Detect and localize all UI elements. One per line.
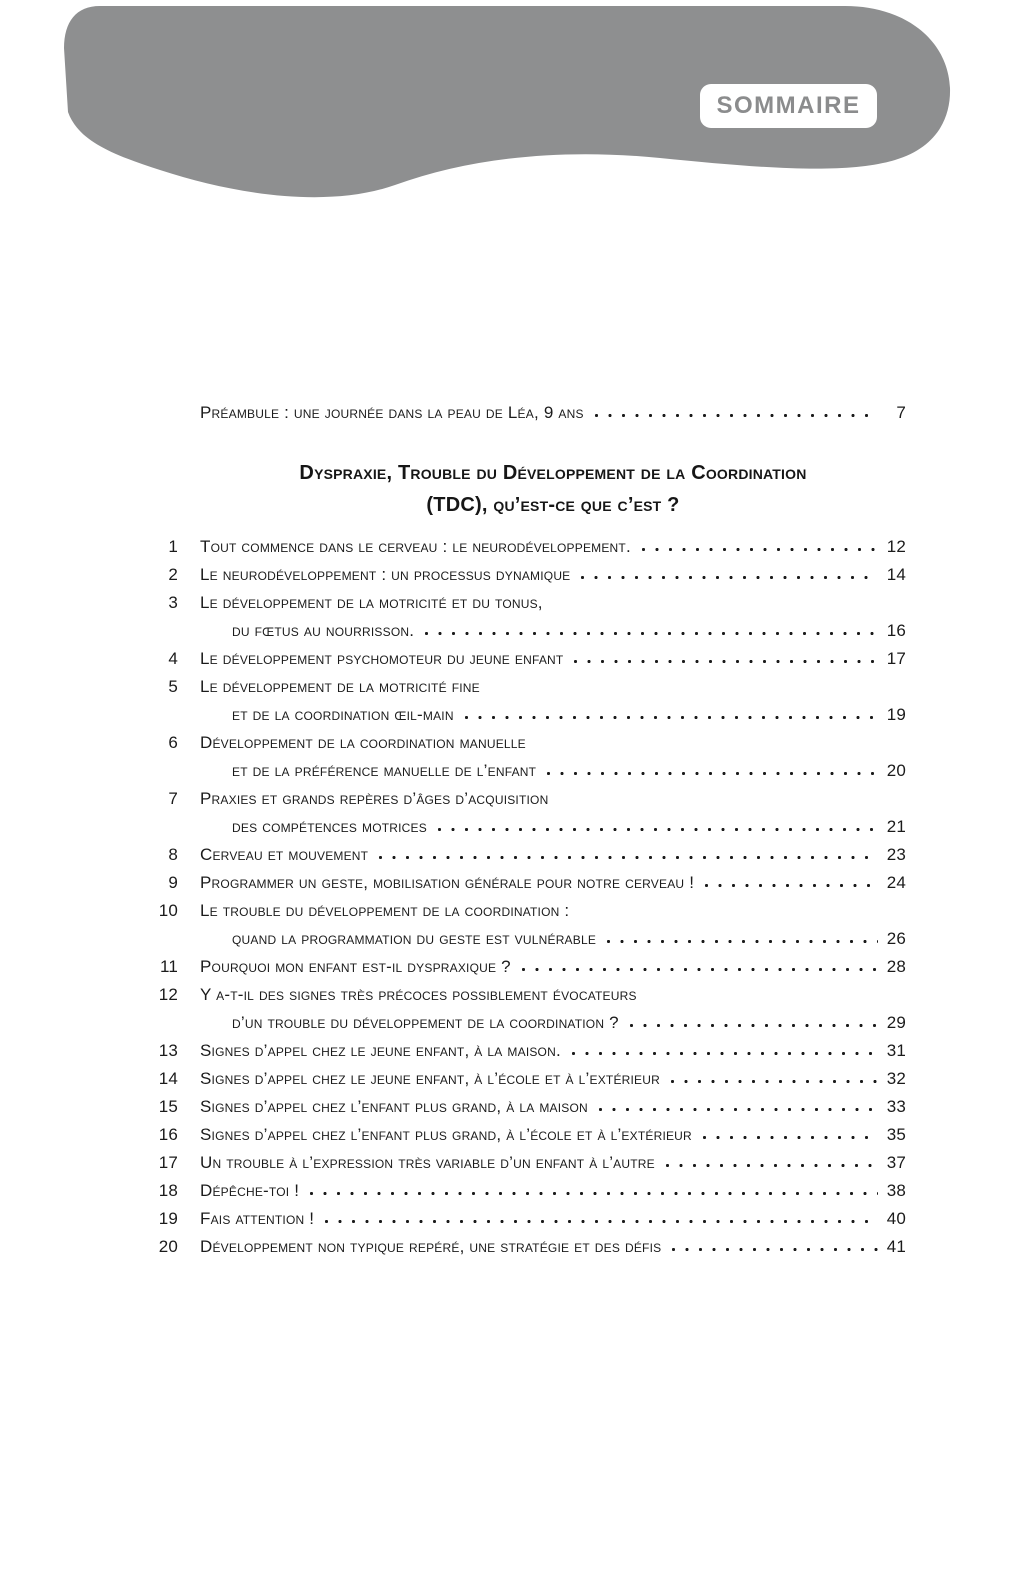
entry-title: Développement de la coordination manuelle — [200, 733, 526, 752]
dot-leader — [671, 1247, 878, 1252]
toc-entry-line — [148, 617, 906, 645]
entry-title: Le développement de la motricité fine — [200, 677, 480, 696]
entry-title: Le développement de la motricité et du tonus, — [200, 593, 543, 612]
entry-number: 6 — [168, 733, 178, 752]
entry-page-number: 29 — [886, 1013, 906, 1032]
dot-leader — [598, 1107, 878, 1112]
toc-entry-line — [148, 757, 906, 785]
entry-title: Signes d’appel chez l’enfant plus grand, à la maison — [200, 1097, 588, 1116]
entry-number: 17 — [158, 1153, 178, 1172]
dot-leader — [521, 967, 878, 972]
entry-number: 10 — [158, 901, 178, 920]
entry-page-number: 32 — [886, 1069, 906, 1088]
entry-page-number: 23 — [886, 845, 906, 864]
entry-title: du fœtus au nourrisson. — [232, 621, 415, 640]
entry-number: 18 — [158, 1181, 178, 1200]
entry-page-number: 20 — [886, 761, 906, 780]
entry-page-number: 14 — [886, 565, 906, 584]
toc-entry-line — [148, 1065, 906, 1093]
entry-title: Un trouble à l’expression très variable d’un enfant à l’autre — [200, 1153, 655, 1172]
dot-leader — [378, 855, 878, 860]
toc-entry-line — [148, 869, 906, 897]
dot-leader — [704, 883, 878, 888]
toc-entry-line — [148, 841, 906, 869]
section-title-line2: (TDC), qu’est-ce que c’est ? — [426, 494, 680, 516]
entry-number: 13 — [158, 1041, 178, 1060]
entry-title: Le neurodéveloppement : un processus dynamique — [200, 565, 571, 584]
entry-page-number: 19 — [886, 705, 906, 724]
toc-entry-line — [148, 561, 906, 589]
entry-title: des compétences motrices — [232, 817, 427, 836]
toc-entry-line — [148, 1093, 906, 1121]
entry-title: Le développement psychomoteur du jeune enfant — [200, 649, 564, 668]
entry-title: quand la programmation du geste est vulnérable — [232, 929, 597, 948]
entry-page-number: 17 — [886, 649, 906, 668]
entry-number: 8 — [168, 845, 178, 864]
entry-title: et de la coordination œil-main — [232, 705, 454, 724]
toc-entry-line — [148, 1205, 906, 1233]
entry-title: Pourquoi mon enfant est-il dyspraxique ? — [200, 957, 511, 976]
dot-leader — [324, 1219, 878, 1224]
toc-entry-line — [148, 1009, 906, 1037]
entry-number: 11 — [159, 957, 178, 976]
entry-title: Praxies et grands repères d’âges d’acquisition — [200, 789, 549, 808]
toc-entry-line — [148, 533, 906, 561]
entry-page-number: 21 — [886, 817, 906, 836]
entry-number: 9 — [168, 873, 178, 892]
dot-leader — [573, 659, 878, 664]
dot-leader — [464, 715, 878, 720]
entry-number: 16 — [158, 1125, 178, 1144]
dot-leader — [702, 1135, 878, 1140]
entry-number: 12 — [158, 985, 178, 1004]
toc-entry-line — [148, 729, 906, 757]
toc-entry-line — [148, 813, 906, 841]
toc-entry-line — [148, 925, 906, 953]
entry-title: Le trouble du développement de la coordination : — [200, 901, 570, 920]
entry-title: Signes d’appel chez le jeune enfant, à l’école et à l’extérieur — [200, 1069, 660, 1088]
entry-page-number: 38 — [886, 1181, 906, 1200]
dot-leader — [606, 939, 878, 944]
section-title-line1: Dyspraxie, Trouble du Développement de la Coordination — [299, 462, 807, 484]
dot-leader — [424, 631, 878, 636]
entry-page-number: 26 — [886, 929, 906, 948]
toc-entry-line — [148, 981, 906, 1009]
toc-entry-line — [148, 1121, 906, 1149]
entry-title: Y a-t-il des signes très précoces possiblement évocateurs — [200, 985, 637, 1004]
toc-entry-line — [148, 645, 906, 673]
dot-leader — [580, 575, 878, 580]
dot-leader — [571, 1051, 878, 1056]
toc-entry-line — [148, 673, 906, 701]
entry-number: 14 — [158, 1069, 178, 1088]
entry-page-number: 40 — [886, 1209, 906, 1228]
entry-number: 5 — [168, 677, 178, 696]
entry-page-number: 33 — [886, 1097, 906, 1116]
dot-leader — [309, 1191, 878, 1196]
toc-entry-line — [148, 953, 906, 981]
entry-number: 7 — [168, 789, 178, 808]
entry-title: Dépêche-toi ! — [200, 1181, 300, 1200]
toc-entry-line — [148, 1149, 906, 1177]
dot-leader — [641, 547, 878, 552]
entry-page-number: 12 — [886, 537, 906, 556]
entry-title: Fais attention ! — [200, 1209, 315, 1228]
section-title — [200, 457, 906, 521]
entry-title: Tout commence dans le cerveau : le neurodéveloppement. — [200, 537, 631, 556]
preamble-row — [148, 399, 906, 427]
sommaire-label: SOMMAIRE — [716, 92, 861, 119]
entry-title: Programmer un geste, mobilisation générale pour notre cerveau ! — [200, 873, 695, 892]
entry-number: 3 — [168, 593, 178, 612]
sommaire-badge — [700, 84, 877, 128]
table-of-contents — [148, 399, 906, 1261]
entry-number: 15 — [158, 1097, 178, 1116]
dot-leader — [629, 1023, 878, 1028]
preamble-text: Préambule : une journée dans la peau de Léa, 9 ans — [200, 403, 584, 422]
entry-title: et de la préférence manuelle de l’enfant — [232, 761, 537, 780]
entry-number: 20 — [158, 1237, 178, 1256]
toc-entry-line — [148, 897, 906, 925]
entry-title: Signes d’appel chez l’enfant plus grand, à l’école et à l’extérieur — [200, 1125, 692, 1144]
entry-number: 1 — [168, 537, 178, 556]
dot-leader — [546, 771, 878, 776]
entry-page-number: 41 — [886, 1237, 906, 1256]
entry-title: Développement non typique repéré, une stratégie et des défis — [200, 1237, 662, 1256]
entry-page-number: 28 — [886, 957, 906, 976]
entry-page-number: 24 — [886, 873, 906, 892]
entry-page-number: 37 — [886, 1153, 906, 1172]
dot-leader — [437, 827, 878, 832]
entry-number: 19 — [158, 1209, 178, 1228]
toc-entry-line — [148, 785, 906, 813]
entry-title: Cerveau et mouvement — [200, 845, 369, 864]
dot-leader — [670, 1079, 878, 1084]
entry-number: 2 — [168, 565, 178, 584]
dot-leader — [665, 1163, 878, 1168]
toc-entry-line — [148, 1233, 906, 1261]
preamble-page-number: 7 — [896, 403, 906, 422]
entry-page-number: 31 — [886, 1041, 906, 1060]
dot-leader — [594, 413, 878, 418]
toc-entries — [148, 533, 906, 1261]
toc-entry-line — [148, 1177, 906, 1205]
toc-entry-line — [148, 589, 906, 617]
entry-page-number: 16 — [886, 621, 906, 640]
toc-entry-line — [148, 701, 906, 729]
entry-number: 4 — [168, 649, 178, 668]
toc-entry-line — [148, 1037, 906, 1065]
entry-title: d’un trouble du développement de la coordination ? — [232, 1013, 619, 1032]
entry-title: Signes d’appel chez le jeune enfant, à la maison. — [200, 1041, 561, 1060]
entry-page-number: 35 — [886, 1125, 906, 1144]
